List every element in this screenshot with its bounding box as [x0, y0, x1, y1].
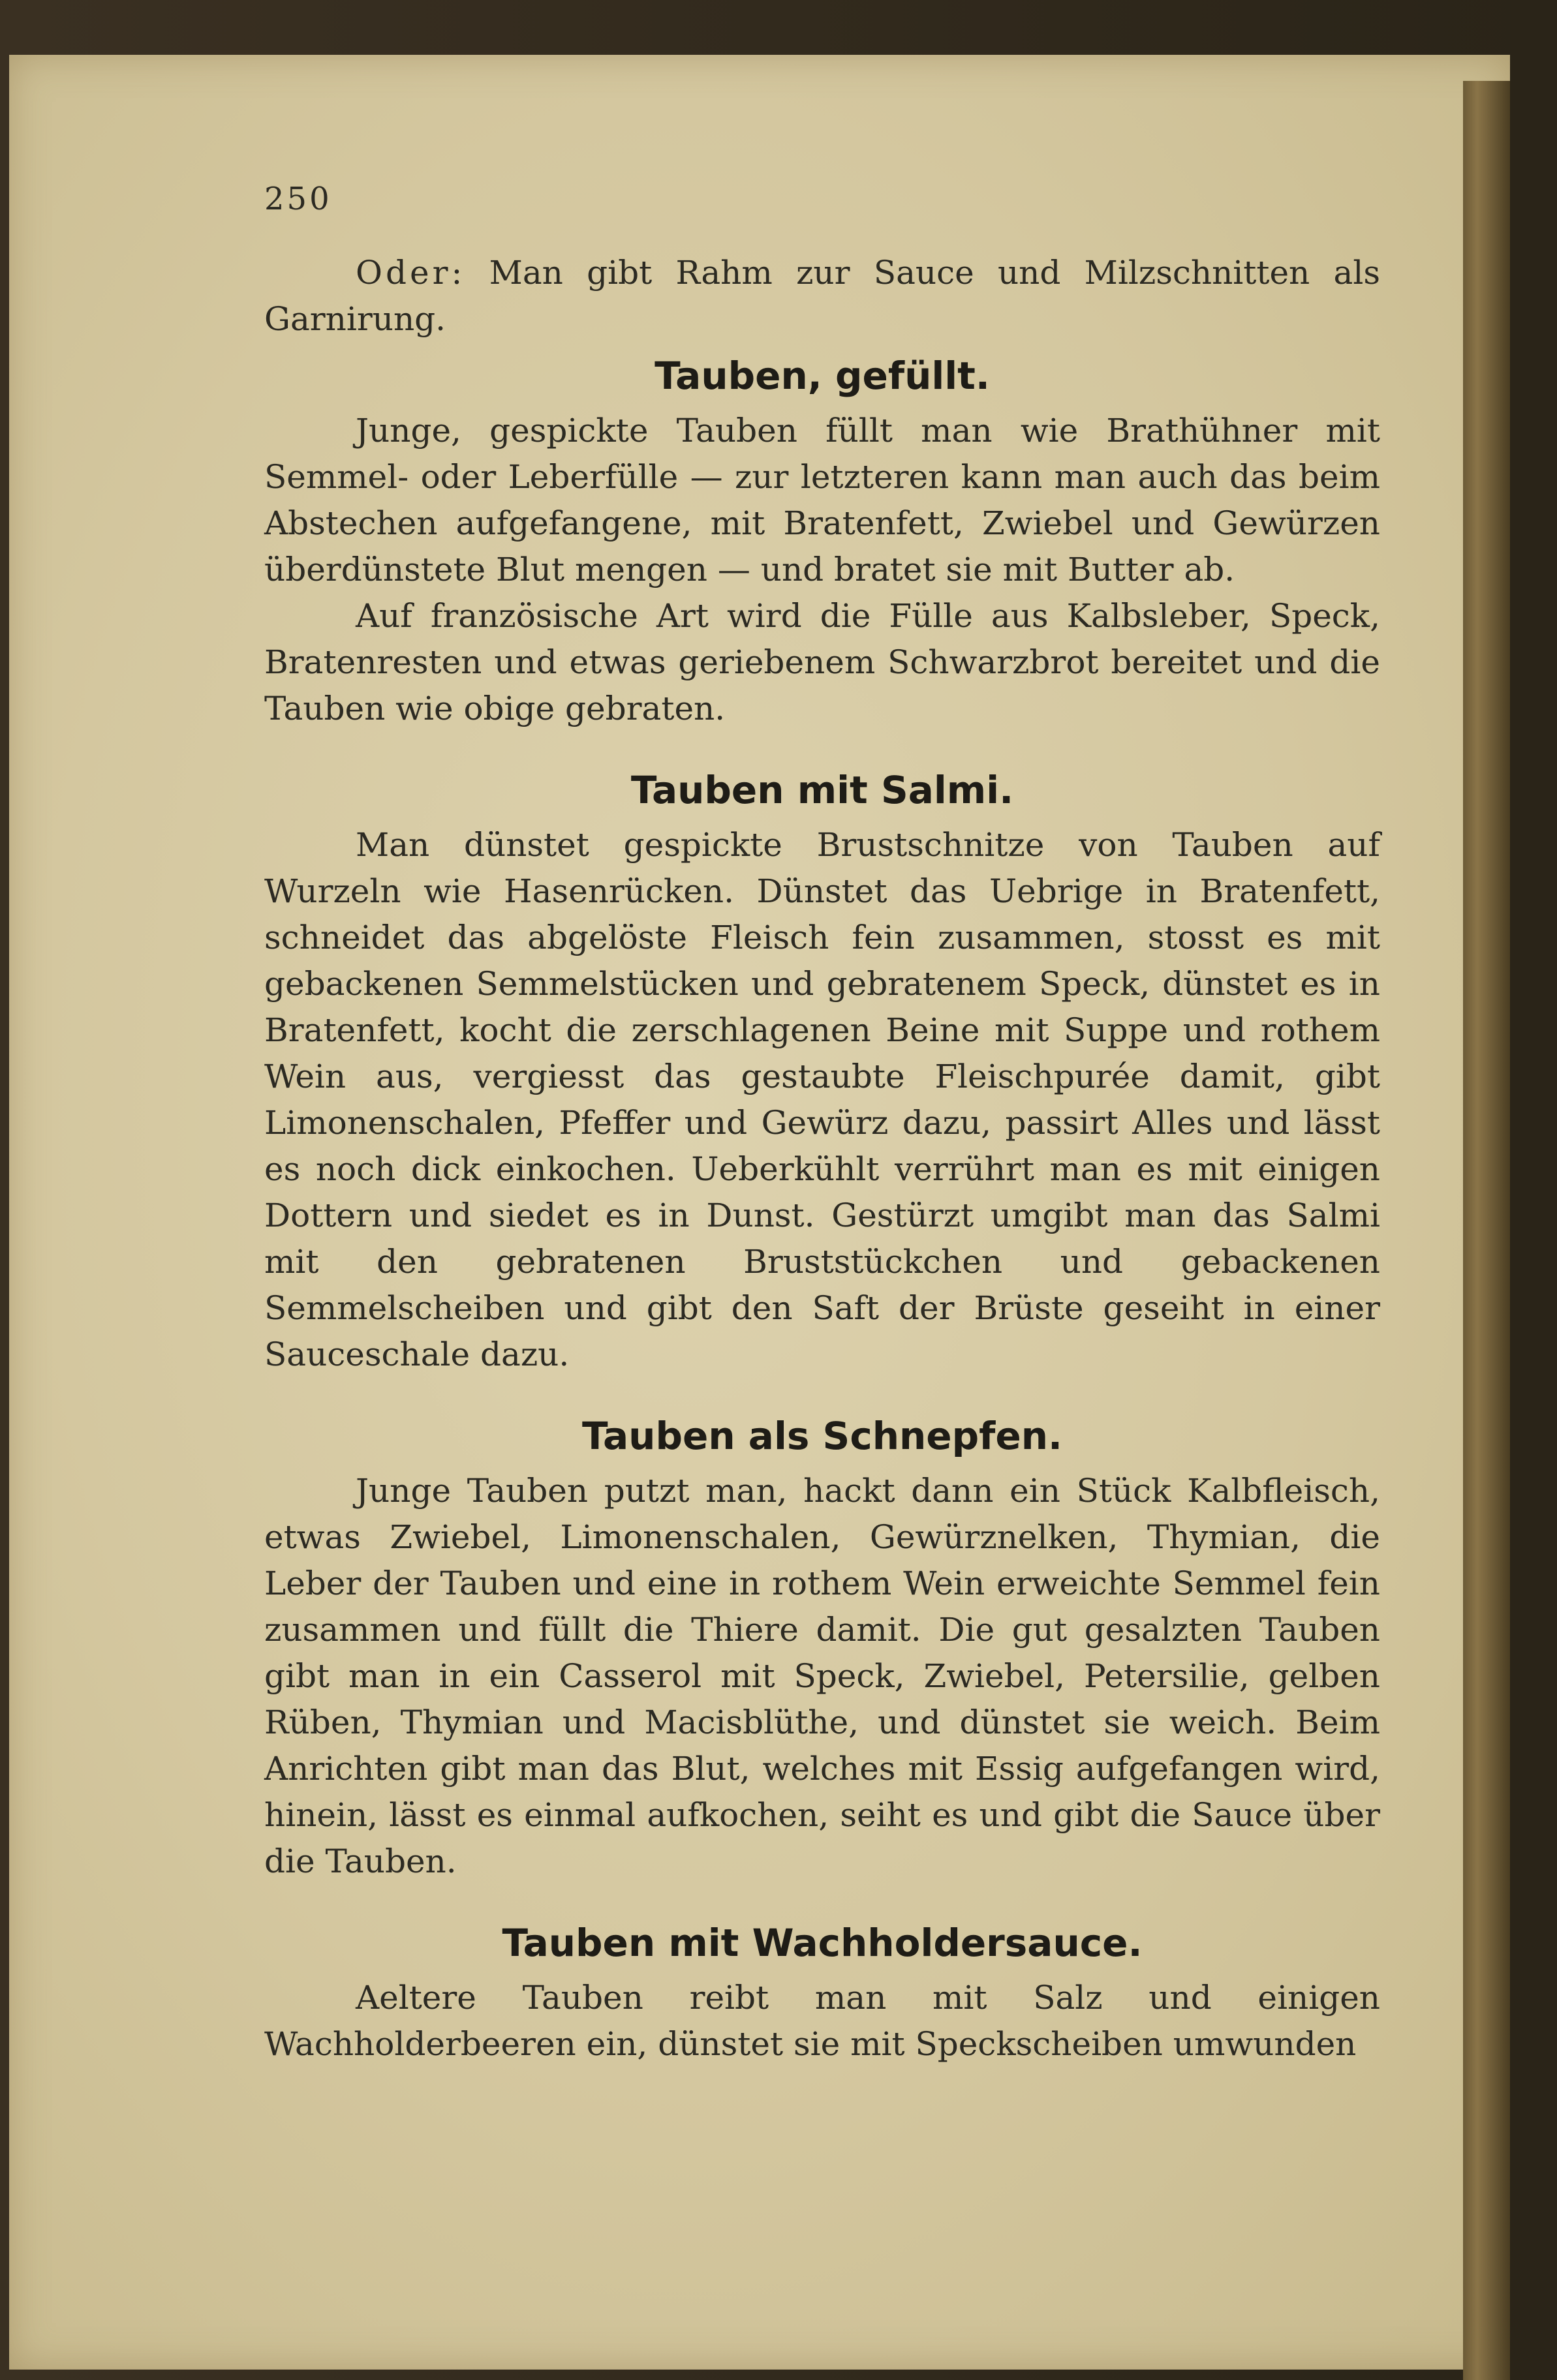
page-content	[264, 176, 1380, 2067]
paragraph-tauben-gefuellt-1: Junge, gespickte Tauben füllt man wie Brathühner mit Semmel- oder Leberfülle — zur letzteren kann man auch das beim Abstechen aufgefangene, mit Bratenfett, Zwiebel und Gewürzen überdünstete Blut mengen — und bratet sie mit Butter ab.	[264, 412, 1380, 588]
intro-paragraph	[264, 250, 1380, 343]
intro-lead: Oder:	[356, 254, 466, 292]
section-heading-tauben-salmi: Tauben mit Salmi.	[630, 768, 1014, 812]
page-number: 250	[264, 181, 332, 217]
paragraph-tauben-gefuellt-2: Auf französische Art wird die Fülle aus Kalbsleber, Speck, Bratenresten und etwas geriebenem Schwarzbrot bereitet und die Tauben wie obige gebraten.	[264, 597, 1380, 727]
paragraph-tauben-wachholder-1: Aeltere Tauben reibt man mit Salz und einigen Wachholderbeeren ein, dünstet sie mit Speckscheiben umwunden	[264, 1979, 1380, 2063]
paragraph-tauben-salmi-1: Man dünstet gespickte Brustschnitze von Tauben auf Wurzeln wie Hasenrücken. Dünstet das Uebrige in Bratenfett, schneidet das abgelöste Fleisch fein zusammen, stosst es mit gebackenen Semmelstücken und gebratenem Speck, dünstet es in Bratenfett, kocht die zerschlagenen Beine mit Suppe und rothem Wein aus, vergiesst das gestaubte Fleischpurée damit, gibt Limonenschalen, Pfeffer und Gewürz dazu, passirt Alles und lässt es noch dick einkochen. Ueberkühlt verrührt man es mit einigen Dottern und siedet es in Dunst. Gestürzt umgibt man das Salmi mit den gebratenen Bruststückchen und gebackenen Semmelscheiben und gibt den Saft der Brüste geseiht in einer Sauceschale dazu.	[264, 826, 1380, 1373]
intro-text: Man gibt Rahm zur Sauce und Milzschnitten als Garnirung.	[264, 254, 1380, 338]
page-edge	[1463, 81, 1510, 2380]
section-heading-tauben-schnepfen: Tauben als Schnepfen.	[581, 1414, 1063, 1458]
paragraph-tauben-schnepfen-1: Junge Tauben putzt man, hackt dann ein Stück Kalbfleisch, etwas Zwiebel, Limonenschalen, Gewürznelken, Thymian, die Leber der Tauben und eine in rothem Wein erweichte Semmel fein zusammen und füllt die Thiere damit. Die gut gesalzten Tauben gibt man in ein Casserol mit Speck, Zwiebel, Petersilie, gelben Rüben, Thymian und Macisblüthe, und dünstet sie weich. Beim Anrichten gibt man das Blut, welches mit Essig aufgefangen wird, hinein, lässt es einmal aufkochen, seiht es und gibt die Sauce über die Tauben.	[264, 1472, 1380, 1880]
section-heading-tauben-gefuellt: Tauben, gefüllt.	[655, 354, 990, 398]
section-heading-tauben-wachholder: Tauben mit Wachholdersauce.	[502, 1921, 1143, 1965]
